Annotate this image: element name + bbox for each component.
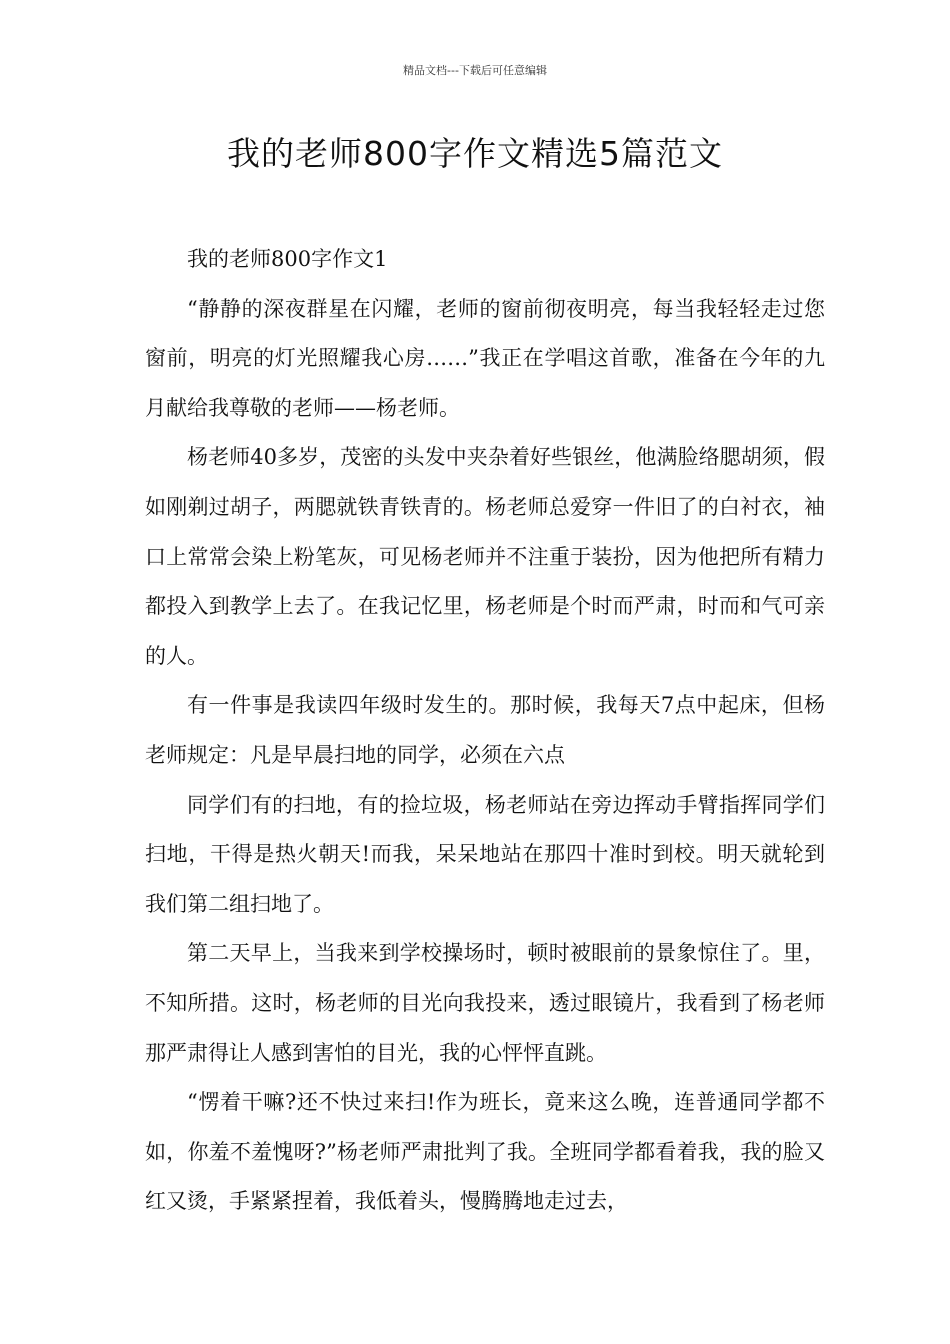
paragraph: 同学们有的扫地，有的捡垃圾，杨老师站在旁边挥动手臂指挥同学们扫地，干得是热火朝天!而我，呆呆地站在那四十准时到校。明天就轮到我们第二组扫地了。 [145,792,825,916]
paragraph: 有一件事是我读四年级时发生的。那时候，我每天7点中起床，但杨老师规定：凡是早晨扫地的同学，必须在六点 [145,693,825,767]
document-title: 我的老师800字作文精选5篇范文 [227,134,723,173]
paragraph: “静静的深夜群星在闪耀，老师的窗前彻夜明亮，每当我轻轻走过您窗前，明亮的灯光照耀我心房……”我正在学唱这首歌，准备在今年的九月献给我尊敬的老师——杨老师。 [145,296,825,420]
paragraph: 第二天早上，当我来到学校操场时，顿时被眼前的景象惊住了。里，不知所措。这时，杨老师的目光向我投来，透过眼镜片，我看到了杨老师那严肃得让人感到害怕的目光，我的心怦怦直跳。 [145,941,825,1065]
document-body [145,235,825,1227]
paragraph: “愣着干嘛?还不快过来扫!作为班长，竟来这么晚，连普通同学都不如，你羞不羞愧呀?”杨老师严肃批判了我。全班同学都看着我，我的脸又红又烫，手紧紧捏着，我低着头，慢腾腾地走过去， [145,1090,825,1214]
essay-subheading: 我的老师800字作文1 [187,247,388,271]
header-note: 精品文档---下载后可任意编辑 [403,64,547,77]
paragraph: 杨老师40多岁，茂密的头发中夹杂着好些银丝，他满脸络腮胡须，假如刚剃过胡子，两腮就铁青铁青的。杨老师总爱穿一件旧了的白衬衣，袖口上常常会染上粉笔灰，可见杨老师并不注重于装扮，因为他把所有精力都投入到教学上去了。在我记忆里，杨老师是个时而严肃，时而和气可亲的人。 [145,445,825,668]
